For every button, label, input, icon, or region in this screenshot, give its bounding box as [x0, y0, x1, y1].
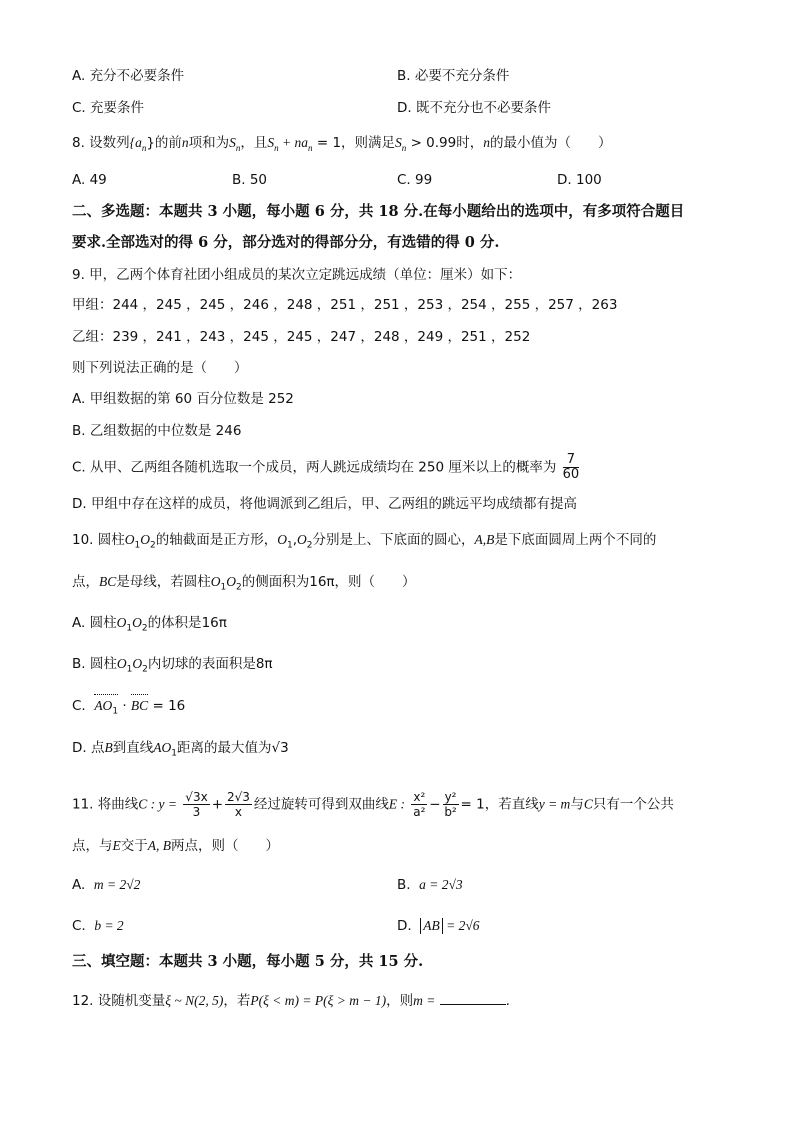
q8-option-a: A. 49 [72, 172, 107, 188]
q10-stem-line2: 点，BC是母线，若圆柱$O_1O_2$的侧面积为16π，则（ ） [72, 574, 416, 593]
q10-option-a: A. 圆柱$O_1O_2$的体积是16π [72, 615, 227, 634]
q9-question: 则下列说法正确的是（ ） [72, 360, 248, 376]
q9-option-c: C. 从甲、乙两组各随机选取一个成员，两人跳远成绩均在 250 厘米以上的概率为 $\frac{7}{60}$ [72, 452, 580, 482]
q11-option-a: A. m = 2√2 [72, 877, 141, 893]
q7-option-c: C. 充要条件 [72, 100, 145, 116]
section3-heading: 三、填空题：本题共 3 小题，每小题 5 分，共 15 分. [72, 953, 424, 970]
q7-option-b: B. 必要不充分条件 [397, 68, 510, 84]
q12-stem: 12. 设随机变量ξ ~ N(2, 5)，若P(ξ < m) = P(ξ > m − 1)，则m = . [72, 990, 510, 1010]
q8-option-c: C. 99 [397, 172, 433, 188]
section2-heading-line1: 二、多选题：本题共 3 小题，每小题 6 分，共 18 分.在每小题给出的选项中，有多项符合题目 [72, 203, 685, 220]
q7-option-a: A. 充分不必要条件 [72, 68, 185, 84]
q11-option-b: B. a = 2√3 [397, 877, 463, 893]
q8-option-b: B. 50 [232, 172, 268, 188]
q9-option-d: D. 甲组中存在这样的成员，将他调派到乙组后，甲、乙两组的跳远平均成绩都有提高 [72, 496, 577, 512]
q9-option-a: A. 甲组数据的第 60 百分位数是 252 [72, 391, 294, 407]
q12-answer-blank[interactable] [440, 990, 506, 1005]
q10-stem-line1: 10. 圆柱$O_1O_2$的轴截面是正方形，$O_1,O_2$分别是上、下底面的圆心，A,B是下底面圆周上两个不同的 [72, 532, 657, 551]
q7-option-d: D. 既不充分也不必要条件 [397, 100, 551, 116]
q9-group-b: 乙组：239 ，241 ，243 ，245 ，245 ，247 ，248 ，249 ，251 ，252 [72, 329, 531, 345]
q10-option-b: B. 圆柱$O_1O_2$内切球的表面积是8π [72, 656, 273, 675]
q11-option-d: D. AB = 2√6 [397, 918, 480, 934]
q9-stem: 9. 甲，乙两个体育社团小组成员的某次立定跳远成绩（单位：厘米）如下： [72, 267, 522, 283]
q8-option-d: D. 100 [557, 172, 602, 188]
q9-option-b: B. 乙组数据的中位数是 246 [72, 423, 242, 439]
q10-option-d: D. 点B到直线$AO_1$距离的最大值为√3 [72, 740, 289, 759]
q9-group-a: 甲组：244 ，245 ，245 ，246 ，248 ，251 ，251 ，253 ，254 ，255 ，257 ，263 [72, 297, 618, 313]
q11-stem-line1: 11. 将曲线C : y = $\frac{√3x}{3}$ + $\frac{2√3}{x}$ 经过旋转可得到双曲线E : $\frac{\text{x²}}{\text{a²}}$ − $\frac{\text{y²}}{\text{b²}}$ = 1，若直线y = m与C只有一个公共 [72, 790, 674, 819]
section2-heading-line2: 要求.全部选对的得 6 分，部分选对的得部分分，有选错的得 0 分. [72, 234, 500, 251]
q8-stem: 8. 设数列$\{a_n\}$的前n项和为$S_n$，且$S_n + na_n = 1$，则满足$S_n > 0.99$时，n的最小值为（ ） [72, 135, 612, 153]
q11-option-c: C. b = 2 [72, 918, 124, 934]
q10-option-c: C. $AO_1$ · BC = 16 [72, 697, 185, 721]
q11-stem-line2: 点，与E交于A, B两点，则（ ） [72, 838, 279, 854]
